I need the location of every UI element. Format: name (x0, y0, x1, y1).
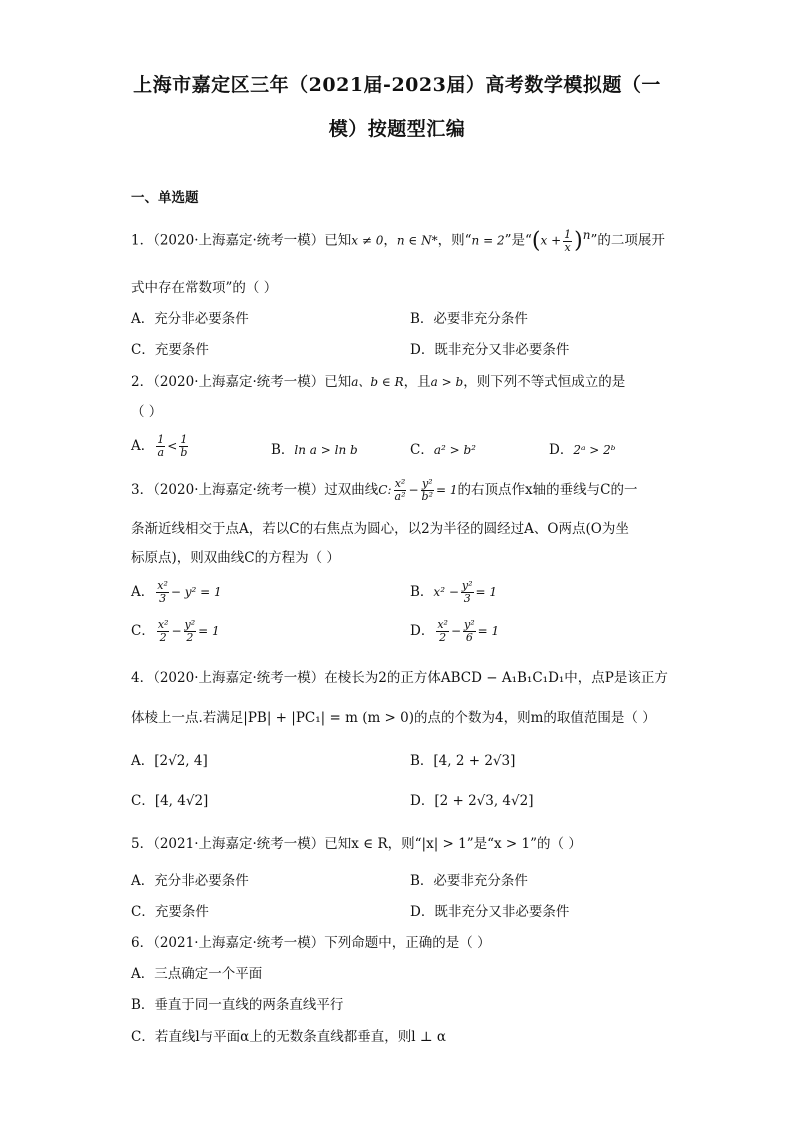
question-4-line-1: 4．（2020·上海嘉定·统考一模）在棱长为2的正方体ABCD − A₁B₁C₁D₁中，点P是该正方 (131, 670, 668, 686)
q2-tail: ，则下列不等式恒成立的是 (463, 374, 626, 390)
q2-cond: a > b (430, 375, 464, 389)
q1-prefix: 1．（2020·上海嘉定·统考一模）已知 (131, 232, 352, 249)
q2-prefix: 2．（2020·上海嘉定·统考一模）已知 (131, 374, 352, 390)
q1-tail: ”的二项展开 (590, 232, 665, 249)
question-1-line-2: 式中存在常数项”的（ ） (131, 280, 278, 296)
q1-mid: ，则“ (437, 232, 472, 249)
q6-option-c: C．若直线l与平面α上的无数条直线都垂直，则l ⊥ α (131, 1029, 446, 1045)
q3-option-c: C． $\frac{\text{x²}}{2}$ − $\frac{\text{y²}}{2}$ = 1 (131, 618, 220, 644)
q1-option-b: B．必要非充分条件 (410, 311, 528, 327)
q5-option-c: C．充要条件 (131, 904, 209, 920)
section-heading: 一、单选题 (131, 190, 199, 206)
q3-prefix: 3．（2020·上海嘉定·统考一模）过双曲线 (131, 482, 379, 498)
q2-vars: a、b ∈ R (351, 375, 404, 389)
q1-option-c: C．充要条件 (131, 342, 209, 358)
q2-option-b: B．ln a > ln b (271, 442, 358, 458)
q1-option-d: D．既非充分又非必要条件 (410, 342, 570, 358)
q2-option-a: A． $\frac{1}{a}$ < $\frac{1}{b}$ (131, 433, 188, 459)
q1-cond-x: x ≠ 0 (351, 233, 384, 248)
question-3-line-2: 条渐近线相交于点A，若以C的右焦点为圆心，以2为半径的圆经过A、O两点(O为坐 (131, 521, 629, 537)
q3-tail: 的右顶点作x轴的垂线与C的一 (457, 482, 638, 498)
q1-option-a: A．充分非必要条件 (131, 311, 249, 327)
q4-option-a: A．[2√2, 4] (131, 753, 208, 769)
q5-option-b: B．必要非充分条件 (410, 873, 528, 889)
q1-fraction: $\frac{1}{x}$ (564, 227, 572, 254)
question-1-line-1: 1．（2020·上海嘉定·统考一模）已知x ≠ 0，n ∈ N*，则“n = 2”是“(x + $\frac{1}{x}$ )$^n$”的二项展开 (131, 227, 665, 254)
question-5-line-1: 5．（2021·上海嘉定·统考一模）已知x ∈ R，则“|x| > 1”是“x > 1”的（ ） (131, 836, 582, 852)
q6-option-a: A．三点确定一个平面 (131, 966, 263, 982)
q4-option-b: B．[4, 2 + 2√3] (410, 753, 516, 769)
q2-option-c: C．a² > b² (410, 442, 476, 458)
q2-mid: ，且 (403, 374, 431, 390)
q3-option-a: A． $\frac{\text{x²}}{3}$ − y² = 1 (131, 579, 222, 605)
document-title-line-2: 模）按题型汇编 (328, 118, 466, 140)
q1-is: ”是“ (504, 232, 532, 249)
question-3-line-1: 3．（2020·上海嘉定·统考一模）过双曲线C: $\frac{\text{x²}}{\text{a²}}$ − $\frac{\text{y²}}{\text{b²}}$ = 1的右顶点作x轴的垂线与C的一 (131, 477, 638, 503)
q5-option-d: D．既非充分又非必要条件 (410, 904, 570, 920)
q1-n-eq: n = 2 (471, 233, 505, 248)
q6-option-b: B．垂直于同一直线的两条直线平行 (131, 997, 344, 1013)
q3-option-d: D． $\frac{\text{x²}}{2}$ − $\frac{\text{y²}}{6}$ = 1 (410, 618, 500, 644)
question-6-line-1: 6．（2021·上海嘉定·统考一模）下列命题中，正确的是（ ） (131, 935, 491, 951)
question-2-line-2: （ ） (131, 404, 163, 420)
question-2-line-1 (131, 370, 625, 390)
q4-option-c: C．[4, 4√2] (131, 793, 209, 809)
q2-option-d: D．2ᵃ > 2ᵇ (549, 442, 616, 458)
q1-cond-n: n ∈ N* (396, 233, 438, 248)
question-4-line-2: 体棱上一点.若满足|PB| + |PC₁| = m (m > 0)的点的个数为4，则m的取值范围是（ ） (131, 710, 656, 726)
q4-option-d: D．[2 + 2√3, 4√2] (410, 793, 534, 809)
q3-option-b: B．x² − $\frac{\text{y²}}{3}$ = 1 (410, 579, 498, 605)
q3-curve: C: (378, 483, 392, 497)
document-title-line-1: 上海市嘉定区三年（2021届-2023届）高考数学模拟题（一 (133, 74, 661, 96)
q5-option-a: A．充分非必要条件 (131, 873, 249, 889)
question-3-line-3: 标原点)，则双曲线C的方程为（ ） (131, 550, 340, 566)
